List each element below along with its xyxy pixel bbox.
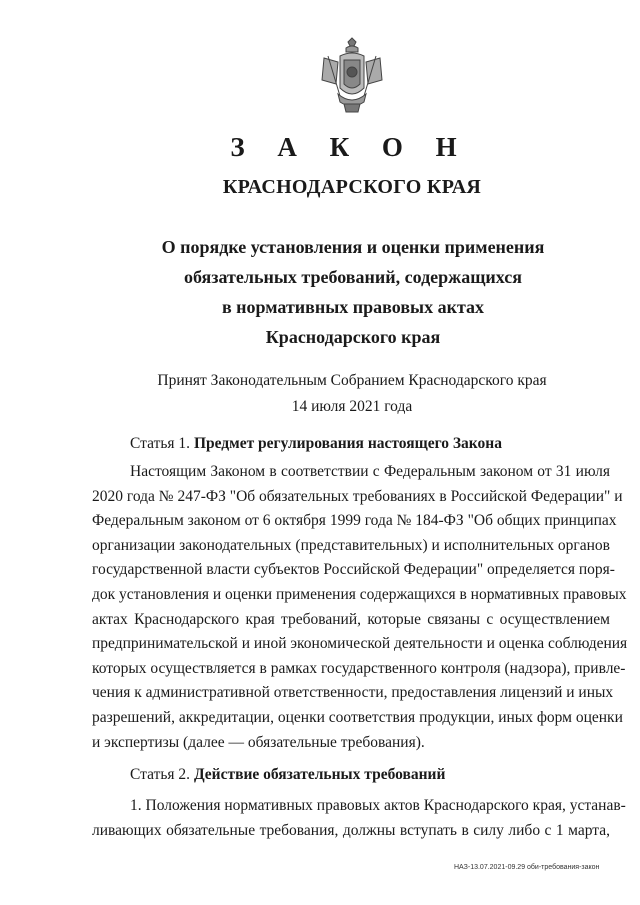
document-code: НАЗ-13.07.2021-09.29 оби-требования-закон: [454, 864, 600, 871]
law-name-line: О порядке установления и оценки применения: [161, 237, 545, 257]
adoption-info: [0, 368, 640, 420]
law-name-line: Краснодарского края: [265, 327, 441, 347]
text-line: 1. Положения нормативных правовых актов Краснодарского края, устанав-: [130, 797, 626, 814]
text-line: государственной власти субъектов Российской Федерации" определяется поря-: [92, 561, 615, 579]
text-line: разрешений, аккредитации, оценки соответствия продукции, иных форм оценки: [92, 708, 623, 726]
text-line: ливающих обязательные требования, должны вступать в силу либо с 1 марта,: [92, 821, 610, 839]
article-2-prefix: Статья 2.: [130, 766, 191, 783]
article-2-body: [92, 794, 626, 843]
text-line: актах Краснодарского края требований, которые связаны с осуществлением: [92, 610, 610, 628]
text-line: Федеральным законом от 6 октября 1999 года № 184-ФЗ "Об общих принципах: [92, 512, 617, 530]
law-name-line: обязательных требований, содержащихся: [183, 267, 523, 287]
law-name: [0, 232, 640, 352]
document-subtitle: КРАСНОДАРСКОГО КРАЯ: [222, 176, 482, 198]
article-1-title: Предмет регулирования настоящего Закона: [193, 435, 502, 452]
article-1-heading: [130, 435, 502, 453]
text-line: док установления и оценки применения содержащихся в нормативных правовых: [92, 585, 627, 603]
article-1-body: [92, 460, 628, 755]
article-2-title: Действие обязательных требований: [193, 766, 446, 783]
text-line: Настоящим Законом в соответствии с Федеральным законом от 31 июля: [130, 463, 610, 480]
text-line: предпринимательской и иной экономической деятельности и оценка соблюдения: [92, 635, 628, 653]
law-name-line: в нормативных правовых актах: [221, 297, 485, 317]
article-2-heading: [130, 766, 445, 784]
text-line: чения к административной ответственности, предоставления лицензий и иных: [92, 684, 614, 702]
article-1-prefix: Статья 1.: [130, 435, 191, 452]
text-line: организации законодательных (представительных) и исполнительных органов: [92, 536, 610, 554]
document-title: З А К О Н: [230, 132, 470, 162]
text-line: 2020 года № 247-ФЗ "Об обязательных требованиях в Российской Федерации" и: [92, 487, 623, 505]
text-line: и экспертизы (далее — обязательные требования).: [92, 733, 425, 751]
adoption-date: 14 июля 2021 года: [291, 398, 413, 415]
adoption-body: Принят Законодательным Собранием Краснодарского края: [157, 372, 547, 389]
coat-of-arms-icon: [318, 36, 386, 116]
text-line: которых осуществляется в рамках государственного контроля (надзора), привле-: [92, 659, 626, 677]
